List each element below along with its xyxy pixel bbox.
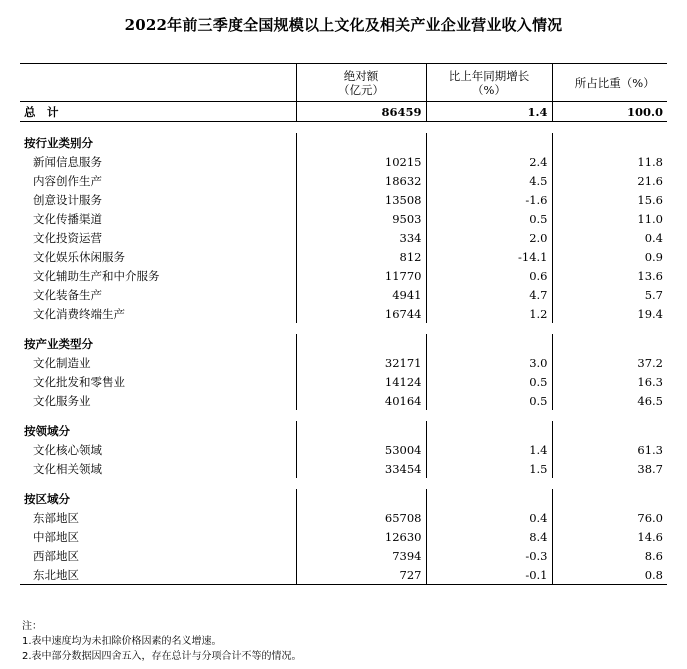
row-share: 0.4 — [552, 228, 667, 247]
row-label: 文化消费终端生产 — [33, 306, 125, 321]
section-title: 按领域分 — [24, 423, 70, 438]
table-row — [20, 209, 667, 228]
row-label: 中部地区 — [33, 529, 79, 544]
row-share: 0.8 — [552, 565, 667, 585]
table-row — [20, 508, 667, 527]
spacer-row — [20, 478, 667, 489]
row-share: 5.7 — [552, 285, 667, 304]
row-growth: 1.5 — [426, 459, 552, 478]
row-growth: -0.3 — [426, 546, 552, 565]
page-title: 2022年前三季度全国规模以上文化及相关产业企业营业收入情况 — [124, 16, 563, 34]
spacer-cell — [20, 410, 667, 421]
section-empty-cell — [426, 489, 552, 508]
table-row — [20, 565, 667, 585]
row-growth: 1.2 — [426, 304, 552, 323]
section-empty-cell — [552, 421, 667, 440]
table-row — [20, 152, 667, 171]
row-growth: -1.6 — [426, 190, 552, 209]
row-label: 文化装备生产 — [33, 287, 102, 302]
total-label: 总 计 — [20, 102, 296, 122]
row-label: 西部地区 — [33, 548, 79, 563]
table-row — [20, 459, 667, 478]
row-growth: 2.4 — [426, 152, 552, 171]
row-growth: 0.4 — [426, 508, 552, 527]
row-label: 文化批发和零售业 — [33, 374, 125, 389]
header-revenue-line2: （亿元） — [338, 82, 384, 97]
section-empty-cell — [296, 133, 426, 152]
row-label: 东部地区 — [33, 510, 79, 525]
section-empty-cell — [426, 334, 552, 353]
row-share: 8.6 — [552, 546, 667, 565]
section-empty-cell — [552, 489, 667, 508]
row-label: 创意设计服务 — [33, 192, 102, 207]
row-share: 15.6 — [552, 190, 667, 209]
header-share: 所占比重（%） — [552, 64, 667, 102]
row-label: 文化服务业 — [33, 393, 91, 408]
total-share: 100.0 — [552, 102, 667, 122]
header-revenue-line1: 绝对额 — [343, 68, 379, 83]
row-share: 11.0 — [552, 209, 667, 228]
row-share: 46.5 — [552, 391, 667, 410]
section-empty-cell — [552, 133, 667, 152]
row-growth: 4.7 — [426, 285, 552, 304]
table-row — [20, 247, 667, 266]
row-revenue: 65708 — [296, 508, 426, 527]
section-empty-cell — [296, 421, 426, 440]
row-share: 13.6 — [552, 266, 667, 285]
row-growth: -14.1 — [426, 247, 552, 266]
section-empty-cell — [296, 334, 426, 353]
total-growth: 1.4 — [426, 102, 552, 122]
row-revenue: 14124 — [296, 372, 426, 391]
row-revenue: 334 — [296, 228, 426, 247]
row-revenue: 7394 — [296, 546, 426, 565]
row-label: 文化传播渠道 — [33, 211, 102, 226]
row-growth: -0.1 — [426, 565, 552, 585]
row-label: 内容创作生产 — [33, 173, 102, 188]
row-share: 38.7 — [552, 459, 667, 478]
section-header-row — [20, 489, 667, 508]
spacer-row — [20, 122, 667, 134]
row-share: 11.8 — [552, 152, 667, 171]
section-empty-cell — [426, 133, 552, 152]
table-row — [20, 527, 667, 546]
section-title: 按行业类别分 — [24, 135, 93, 150]
spacer-cell — [20, 323, 667, 334]
row-growth: 0.5 — [426, 372, 552, 391]
table-row — [20, 546, 667, 565]
table-row — [20, 304, 667, 323]
row-revenue: 53004 — [296, 440, 426, 459]
row-revenue: 16744 — [296, 304, 426, 323]
row-share: 37.2 — [552, 353, 667, 372]
table-row — [20, 353, 667, 372]
table-row — [20, 285, 667, 304]
table-row — [20, 228, 667, 247]
row-share: 16.3 — [552, 372, 667, 391]
row-share: 76.0 — [552, 508, 667, 527]
table-row — [20, 372, 667, 391]
table-notes — [22, 619, 302, 664]
section-title: 按产业类型分 — [24, 336, 93, 351]
row-label: 东北地区 — [20, 565, 296, 585]
row-growth: 8.4 — [426, 527, 552, 546]
spacer-cell — [20, 122, 667, 134]
row-growth: 1.4 — [426, 440, 552, 459]
row-revenue: 32171 — [296, 353, 426, 372]
section-header-row — [20, 334, 667, 353]
row-growth: 3.0 — [426, 353, 552, 372]
row-growth: 2.0 — [426, 228, 552, 247]
table-header-row — [20, 64, 667, 102]
row-revenue: 40164 — [296, 391, 426, 410]
spacer-cell — [20, 478, 667, 489]
row-share: 0.9 — [552, 247, 667, 266]
row-label: 文化投资运营 — [33, 230, 102, 245]
table-row — [20, 440, 667, 459]
row-revenue: 9503 — [296, 209, 426, 228]
section-title: 按区域分 — [24, 491, 70, 506]
table-row — [20, 190, 667, 209]
table-row — [20, 266, 667, 285]
table-row — [20, 391, 667, 410]
row-revenue: 12630 — [296, 527, 426, 546]
section-empty-cell — [296, 489, 426, 508]
note-item: 2.表中部分数据因四舍五入，存在总计与分项合计不等的情况。 — [22, 651, 302, 662]
row-revenue: 13508 — [296, 190, 426, 209]
row-revenue: 33454 — [296, 459, 426, 478]
revenue-table — [20, 63, 667, 585]
row-revenue: 812 — [296, 247, 426, 266]
row-label: 文化辅助生产和中介服务 — [33, 268, 160, 283]
row-share: 61.3 — [552, 440, 667, 459]
row-growth: 0.6 — [426, 266, 552, 285]
header-growth — [426, 64, 552, 102]
row-label: 文化制造业 — [33, 355, 91, 370]
section-header-row — [20, 421, 667, 440]
row-share: 21.6 — [552, 171, 667, 190]
row-revenue: 11770 — [296, 266, 426, 285]
row-growth: 0.5 — [426, 391, 552, 410]
row-revenue: 18632 — [296, 171, 426, 190]
header-category — [20, 64, 296, 102]
row-share: 14.6 — [552, 527, 667, 546]
total-revenue: 86459 — [296, 102, 426, 122]
row-label: 新闻信息服务 — [33, 154, 102, 169]
row-label: 文化相关领域 — [33, 461, 102, 476]
header-growth-line1: 比上年同期增长 — [448, 68, 530, 83]
row-growth: 0.5 — [426, 209, 552, 228]
table-row — [20, 171, 667, 190]
header-growth-line2: （%） — [472, 82, 506, 97]
notes-heading: 注： — [22, 621, 42, 632]
row-label: 文化娱乐休闲服务 — [33, 249, 125, 264]
header-revenue — [296, 64, 426, 102]
row-share: 19.4 — [552, 304, 667, 323]
row-revenue: 727 — [296, 565, 426, 585]
total-row — [20, 102, 667, 122]
note-item: 1.表中速度均为未扣除价格因素的名义增速。 — [22, 636, 222, 647]
spacer-row — [20, 410, 667, 421]
row-revenue: 10215 — [296, 152, 426, 171]
row-growth: 4.5 — [426, 171, 552, 190]
section-header-row — [20, 133, 667, 152]
row-label: 文化核心领域 — [33, 442, 102, 457]
section-empty-cell — [552, 334, 667, 353]
spacer-row — [20, 323, 667, 334]
row-revenue: 4941 — [296, 285, 426, 304]
section-empty-cell — [426, 421, 552, 440]
